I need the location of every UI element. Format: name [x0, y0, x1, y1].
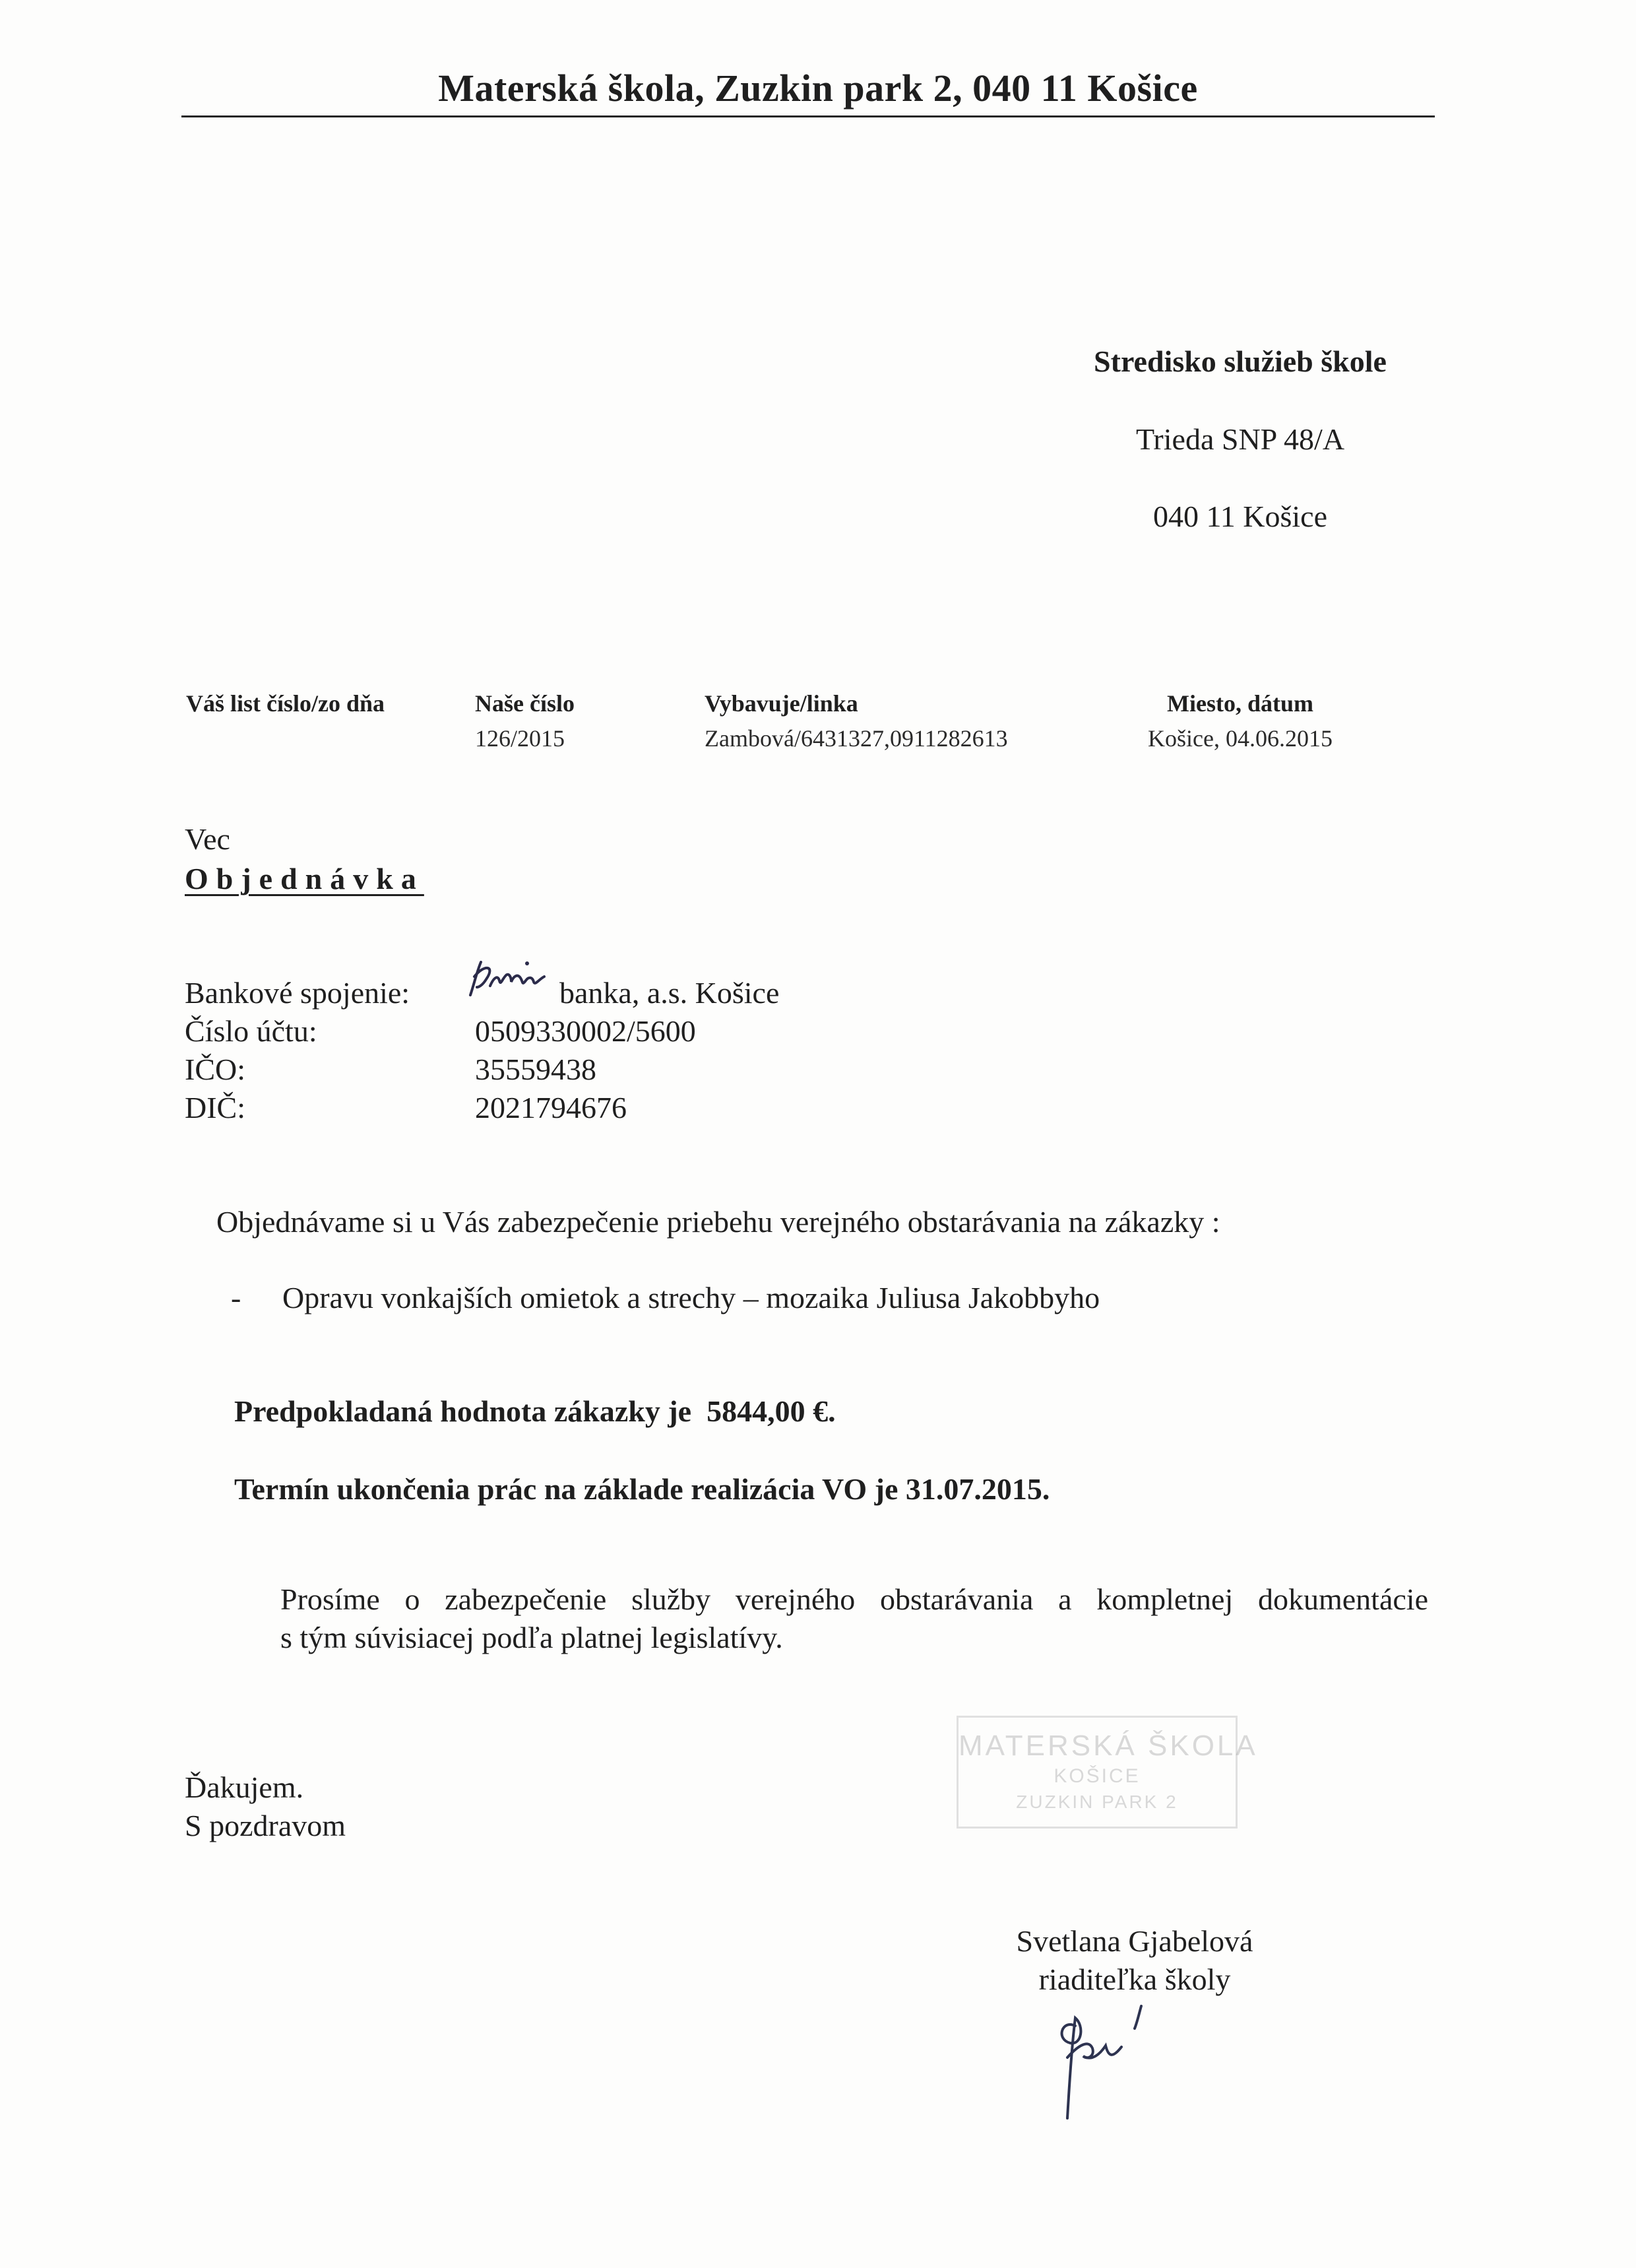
closing-thanks: Ďakujem. — [185, 1770, 304, 1804]
request-line-1: Prosíme o zabezpečenie služby verejného obstarávania a kompletnej dokumentácie — [280, 1582, 1428, 1616]
place-date-label: Miesto, dátum — [1167, 690, 1313, 717]
estimated-value: Predpokladaná hodnota zákazky je 5844,00 €. — [234, 1394, 836, 1428]
order-item: Opravu vonkajších omietok a strechy – mozaika Juliusa Jakobbyho — [282, 1281, 1100, 1314]
completion-deadline: Termín ukončenia prác na základe realizácia VO je 31.07.2015. — [234, 1472, 1050, 1506]
recipient-street: Trieda SNP 48/A — [1135, 422, 1345, 456]
ico-value: 35559438 — [475, 1053, 596, 1086]
letterhead-divider — [181, 115, 1435, 117]
our-number-label: Naše číslo — [475, 690, 575, 717]
handled-by-value: Zambová/6431327,0911282613 — [705, 725, 1008, 752]
dic-value: 2021794676 — [475, 1091, 627, 1124]
stamp-line-3: ZUZKIN PARK 2 — [1016, 1792, 1178, 1812]
our-number-value: 126/2015 — [475, 725, 565, 752]
signatory-position: riaditeľka školy — [1038, 1962, 1231, 1996]
account-value: 0509330002/5600 — [475, 1014, 696, 1048]
subject-label: Vec — [185, 822, 230, 856]
your-letter-label: Váš list číslo/zo dňa — [186, 690, 385, 717]
stamp-line-1: MATERSKÁ ŠKOLA — [959, 1730, 1258, 1762]
bullet-marker: - — [231, 1281, 241, 1314]
account-label: Číslo účtu: — [185, 1014, 317, 1048]
ico-label: IČO: — [185, 1053, 245, 1086]
subject-title: Objednávka — [185, 862, 424, 895]
order-intro: Objednávame si u Vás zabezpečenie priebehu verejného obstarávania na zákazky : — [216, 1205, 1220, 1239]
handwritten-signature — [1029, 1999, 1168, 2125]
dic-label: DIČ: — [185, 1091, 245, 1124]
school-stamp — [957, 1716, 1258, 1829]
handled-by-label: Vybavuje/linka — [705, 690, 858, 717]
handwritten-bank-prefix — [465, 957, 551, 1003]
recipient-city: 040 11 Košice — [1152, 500, 1328, 533]
closing-regards: S pozdravom — [185, 1809, 346, 1842]
place-date-value: Košice, 04.06.2015 — [1148, 725, 1333, 752]
bank-value: banka, a.s. Košice — [559, 976, 780, 1010]
request-paragraph — [280, 1580, 1428, 1657]
signatory-name: Svetlana Gjabelová — [1016, 1924, 1253, 1958]
bank-label: Bankové spojenie: — [185, 976, 410, 1010]
letterhead-title: Materská škola, Zuzkin park 2, 040 11 Košice — [438, 67, 1198, 110]
request-line-2: s tým súvisiacej podľa platnej legislatívy. — [280, 1621, 783, 1654]
recipient-name: Stredisko služieb škole — [1094, 344, 1387, 378]
stamp-line-2: KOŠICE — [1054, 1765, 1141, 1787]
